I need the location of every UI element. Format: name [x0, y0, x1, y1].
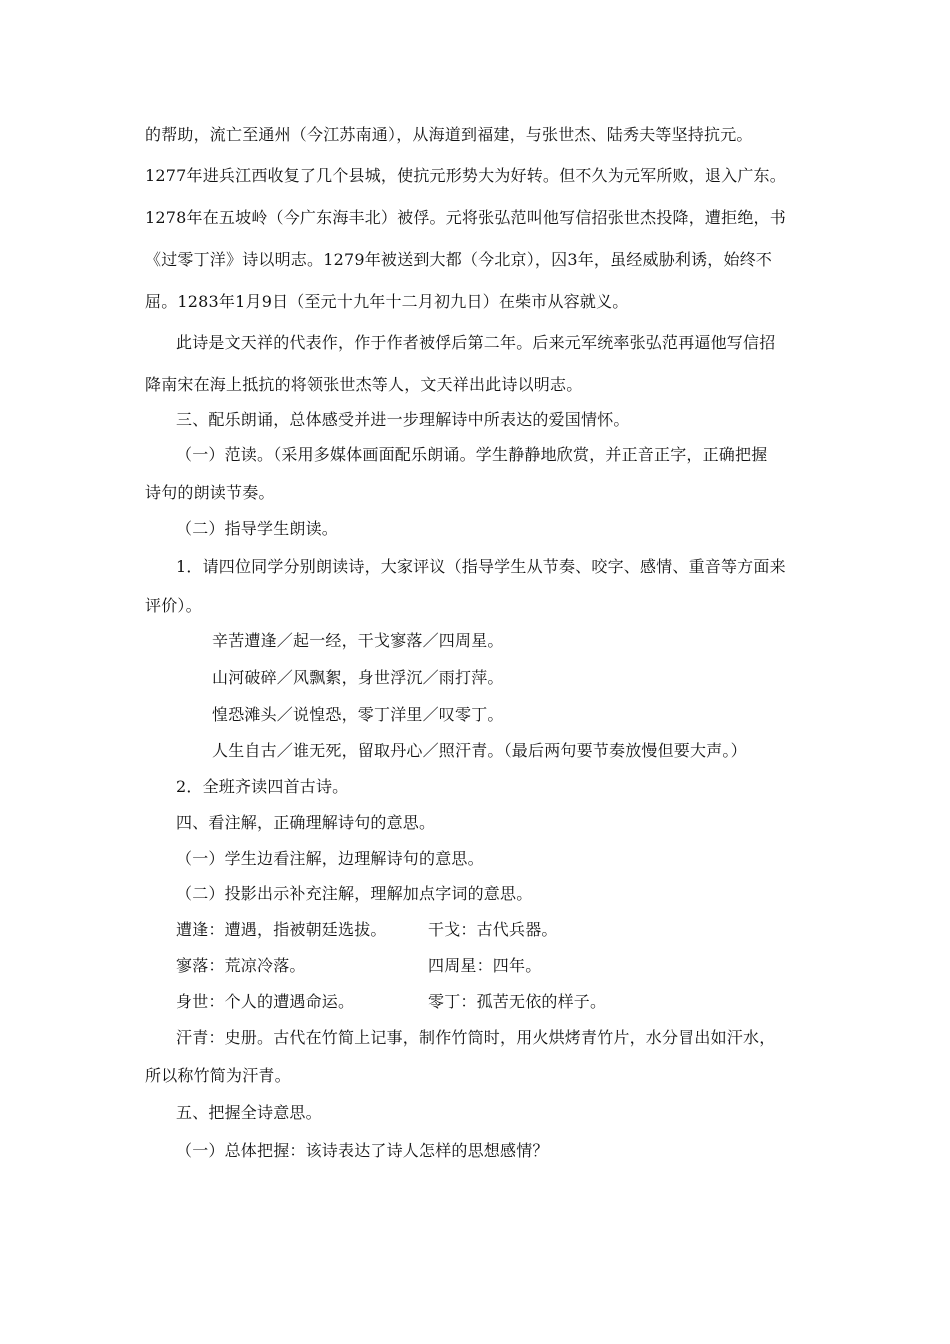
paragraph-line: 1278年在五坡岭（今广东海丰北）被俘。元将张弘范叫他写信招张世杰投降，遭拒绝，书	[145, 208, 786, 227]
section-heading: 五、把握全诗意思。	[176, 1103, 322, 1122]
poem-line: 惶恐滩头／说惶恐，零丁洋里／叹零丁。	[212, 705, 504, 724]
annotation-item: 四周星：四年。	[428, 956, 542, 975]
paragraph-line: 2．全班齐读四首古诗。	[176, 777, 349, 796]
subsection-heading: （二）投影出示补充注解，理解加点字词的意思。	[176, 884, 533, 903]
paragraph-line: 此诗是文天祥的代表作，作于作者被俘后第二年。后来元军统率张弘范再逼他写信招	[176, 333, 776, 352]
subsection-heading: （一）总体把握：该诗表达了诗人怎样的思想感情？	[176, 1141, 549, 1160]
annotation-item: 汗青：史册。古代在竹简上记事，制作竹筒时，用火烘烤青竹片，水分冒出如汗水，	[176, 1028, 776, 1047]
annotation-item: 零丁：孤苦无依的样子。	[428, 992, 607, 1011]
paragraph-line: 的帮助，流亡至通州（今江苏南通），从海道到福建，与张世杰、陆秀夫等坚持抗元。	[145, 125, 753, 144]
annotation-item: 寥落：荒凉冷落。	[176, 956, 306, 975]
poem-line: 人生自古／谁无死，留取丹心／照汗青。（最后两句要节奏放慢但要大声。）	[212, 741, 747, 760]
paragraph-line: （一）范读。（采用多媒体画面配乐朗诵。学生静静地欣赏，并正音正字，正确把握	[176, 445, 768, 464]
section-heading: 四、看注解，正确理解诗句的意思。	[176, 813, 436, 832]
subsection-heading: （一）学生边看注解，边理解诗句的意思。	[176, 849, 484, 868]
annotation-item: 遭逢：遭遇，指被朝廷选拔。	[176, 920, 387, 939]
annotation-item: 身世：个人的遭遇命运。	[176, 992, 355, 1011]
paragraph-line: 屈。1283年1月9日（至元十九年十二月初九日）在柴市从容就义。	[145, 292, 629, 311]
annotation-item: 干戈：古代兵器。	[428, 920, 558, 939]
paragraph-line: 1277年进兵江西收复了几个县城，使抗元形势大为好转。但不久为元军所败，退入广东。	[145, 166, 786, 185]
paragraph-line: 《过零丁洋》诗以明志。1279年被送到大都（今北京），囚3年，虽经威胁利诱，始终不	[145, 250, 773, 269]
subsection-heading: （二）指导学生朗读。	[176, 519, 339, 538]
paragraph-line: 所以称竹简为汗青。	[145, 1066, 291, 1085]
section-heading: 三、配乐朗诵，总体感受并进一步理解诗中所表达的爱国情怀。	[176, 410, 630, 429]
poem-line: 辛苦遭逢／起一经，干戈寥落／四周星。	[212, 631, 504, 650]
paragraph-line: 诗句的朗读节奏。	[145, 483, 275, 502]
paragraph-line: 评价）。	[145, 596, 202, 615]
paragraph-line: 降南宋在海上抵抗的将领张世杰等人，文天祥出此诗以明志。	[145, 375, 583, 394]
paragraph-line: 1．请四位同学分别朗读诗，大家评议（指导学生从节奏、咬字、感情、重音等方面来	[176, 557, 786, 576]
poem-line: 山河破碎／风飘絮，身世浮沉／雨打萍。	[212, 668, 504, 687]
